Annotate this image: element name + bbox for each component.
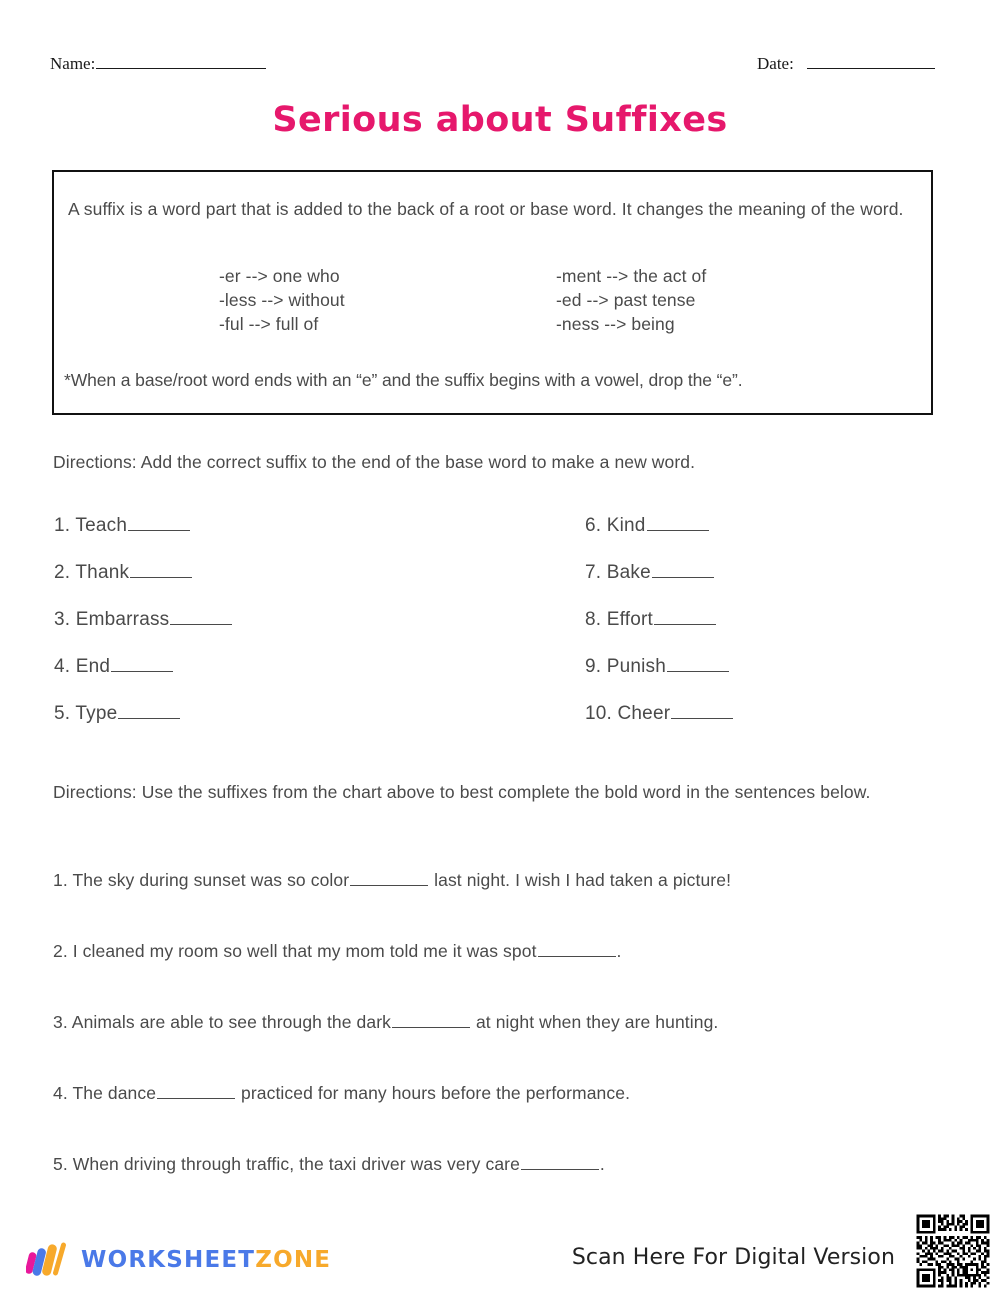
logo-text-zone: ZONE [255, 1247, 332, 1273]
word-list-item [585, 656, 733, 703]
date-field-group [757, 54, 935, 74]
word-list-word: 8. Effort [585, 609, 653, 630]
word-answer-blank[interactable] [671, 703, 733, 719]
sentence-text-after: practiced for many hours before the performance. [236, 1083, 631, 1103]
word-list-word: 10. Cheer [585, 703, 671, 724]
name-label: Name: [50, 54, 96, 73]
sentence-text-before: 4. The dance [53, 1083, 157, 1103]
word-answer-blank[interactable] [118, 703, 180, 719]
word-list-item [585, 562, 733, 609]
sentence-answer-blank[interactable] [350, 871, 428, 886]
word-list-column-left [54, 515, 232, 750]
suffix-reference-chart [54, 264, 935, 336]
word-answer-blank[interactable] [654, 609, 716, 625]
word-answer-blank[interactable] [170, 609, 232, 625]
word-list-item [54, 609, 232, 656]
sentence-text-after: last night. I wish I had taken a picture! [429, 870, 732, 890]
word-answer-blank[interactable] [130, 562, 192, 578]
word-list-word: 6. Kind [585, 515, 646, 536]
sentence-answer-blank[interactable] [538, 942, 616, 957]
word-list-word: 7. Bake [585, 562, 651, 583]
word-list-column-right [585, 515, 733, 750]
sentence-text-before: 3. Animals are able to see through the dark [53, 1012, 391, 1032]
sentence-item [53, 941, 943, 1012]
word-list-word: 9. Punish [585, 656, 667, 677]
spelling-rule-note: *When a base/root word ends with an “e” and the suffix begins with a vowel, drop the “e”. [64, 370, 743, 390]
sentence-item [53, 1012, 943, 1083]
word-answer-blank[interactable] [667, 656, 729, 672]
suffix-column-right [556, 264, 856, 336]
page-title: Serious about Suffixes [272, 100, 728, 140]
sentence-text-after: . [599, 1154, 605, 1174]
suffix-column-left [219, 264, 519, 336]
word-list-word: 1. Teach [54, 515, 128, 536]
word-answer-blank[interactable] [647, 515, 709, 531]
word-list-section [0, 515, 1000, 745]
word-answer-blank[interactable] [652, 562, 714, 578]
sentence-text-after: . [616, 941, 622, 961]
date-write-line[interactable] [807, 55, 935, 69]
sentence-text-before: 5. When driving through traffic, the taxi driver was very care [53, 1154, 520, 1174]
logo-text [81, 1247, 331, 1273]
sentence-item [53, 1083, 943, 1154]
sentence-text-before: 2. I cleaned my room so well that my mom told me it was spot [53, 941, 537, 961]
suffix-definition-text: A suffix is a word part that is added to the back of a root or base word. It changes the meaning of the word. [68, 199, 904, 219]
worksheet-zone-logo[interactable] [26, 1240, 331, 1280]
worksheet-header [0, 54, 1000, 82]
suffix-entry: -ed --> past tense [556, 290, 696, 310]
word-list-item [54, 656, 232, 703]
logo-mark-icon [26, 1240, 72, 1280]
word-list-word: 4. End [54, 656, 111, 677]
directions-part-one: Directions: Add the correct suffix to the end of the base word to make a new word. [53, 452, 696, 472]
sentence-item [53, 870, 943, 941]
qr-code[interactable] [914, 1212, 992, 1290]
suffix-entry: -less --> without [219, 290, 345, 310]
word-list-item [585, 515, 733, 562]
word-answer-blank[interactable] [128, 515, 190, 531]
sentence-text-before: 1. The sky during sunset was so color [53, 870, 350, 890]
worksheet-footer [0, 1208, 1000, 1294]
word-list-item [54, 562, 232, 609]
definition-box [52, 170, 933, 415]
scan-instruction-text: Scan Here For Digital Version [571, 1245, 895, 1270]
sentence-completion-section [53, 870, 943, 1225]
word-list-item [54, 515, 232, 562]
word-answer-blank[interactable] [111, 656, 173, 672]
word-list-word: 2. Thank [54, 562, 130, 583]
date-label: Date: [757, 54, 794, 73]
suffix-entry: -er --> one who [219, 266, 340, 286]
word-list-item [585, 703, 733, 750]
suffix-entry: -ful --> full of [219, 314, 319, 334]
word-list-word: 5. Type [54, 703, 118, 724]
word-list-item [585, 609, 733, 656]
suffix-entry: -ness --> being [556, 314, 675, 334]
sentence-answer-blank[interactable] [157, 1084, 235, 1099]
name-write-line[interactable] [96, 55, 266, 69]
suffix-entry: -ment --> the act of [556, 266, 707, 286]
word-list-item [54, 703, 232, 750]
sentence-text-after: at night when they are hunting. [470, 1012, 719, 1032]
word-list-word: 3. Embarrass [54, 609, 170, 630]
directions-part-two: Directions: Use the suffixes from the chart above to best complete the bold word in the sentences below. [53, 782, 871, 802]
sentence-answer-blank[interactable] [521, 1155, 599, 1170]
sentence-answer-blank[interactable] [392, 1013, 470, 1028]
logo-text-worksheet: WORKSHEET [81, 1247, 256, 1273]
name-field-group [50, 54, 266, 74]
